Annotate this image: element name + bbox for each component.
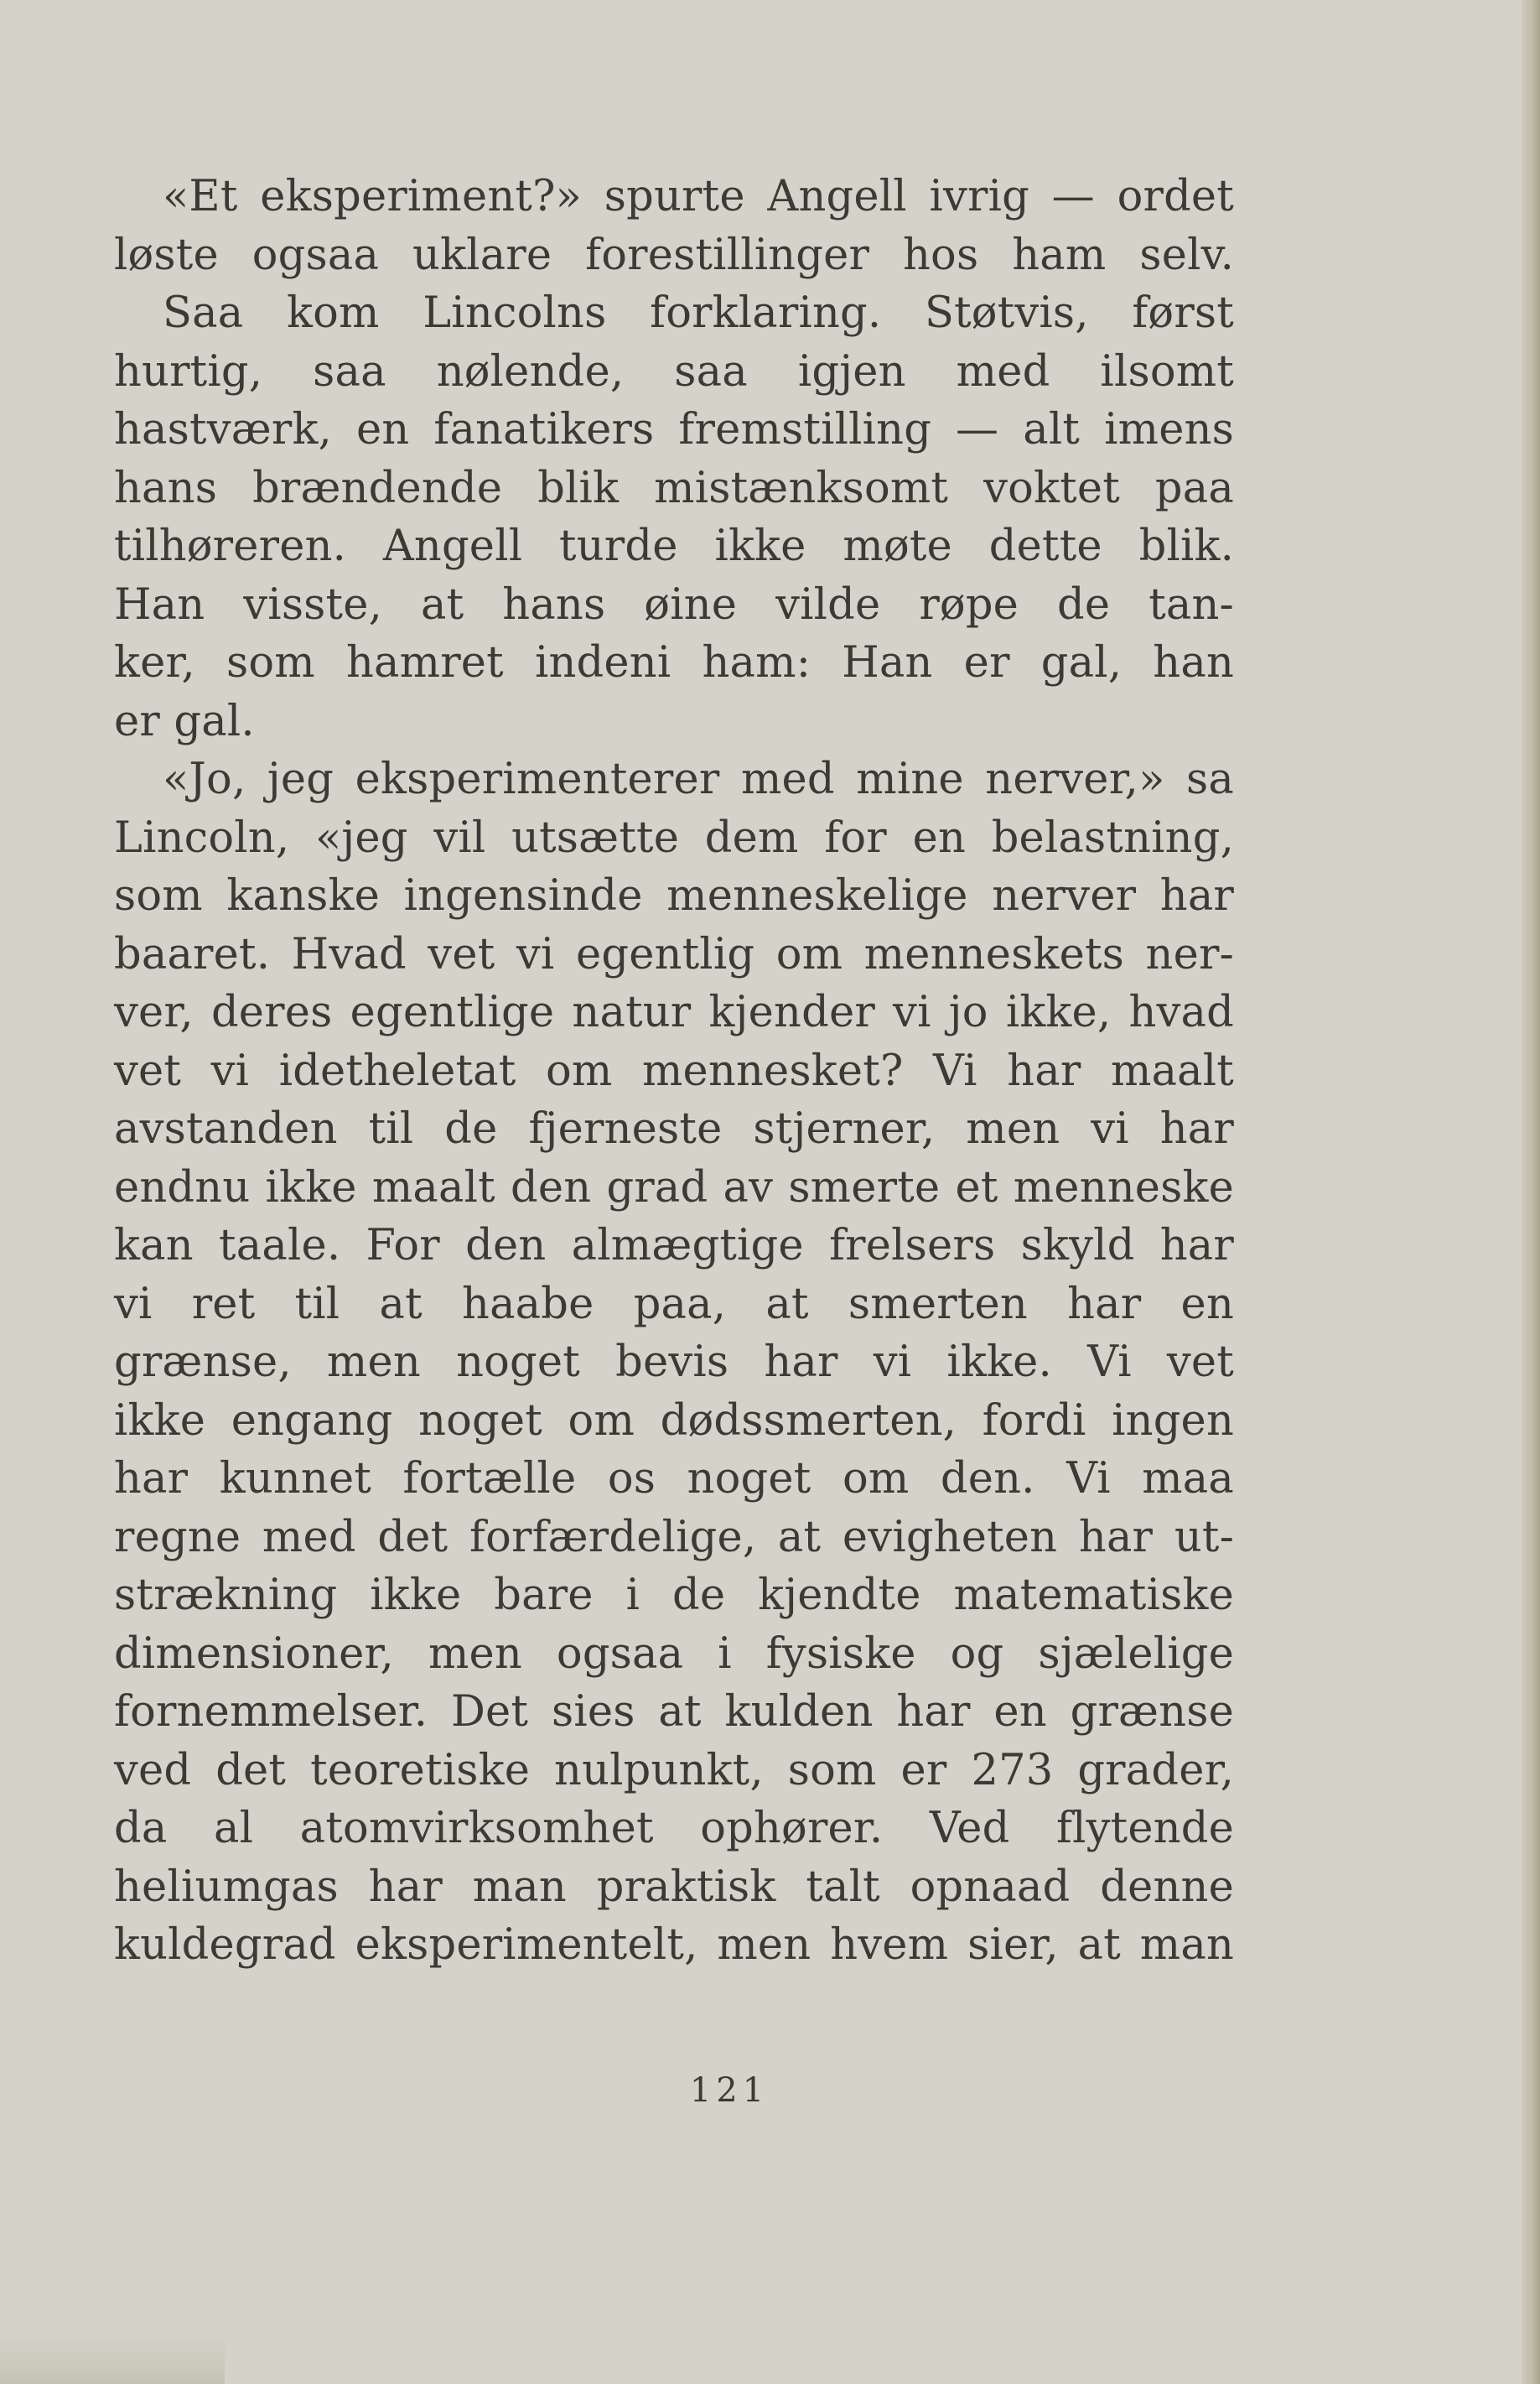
text-line: ver, deres egentlige natur kjender vi jo ikke, hvad xyxy=(114,988,1234,1037)
text-line: Lincoln, «jeg vil utsætte dem for en belastning, xyxy=(114,813,1234,863)
text-line: Saa kom Lincolns forklaring. Støtvis, først xyxy=(163,288,1234,338)
text-line: baaret. Hvad vet vi egentlig om menneskets ner- xyxy=(114,929,1234,979)
text-line: endnu ikke maalt den grad av smerte et menneske xyxy=(114,1162,1234,1213)
body-text xyxy=(114,168,1234,1975)
text-line: ved det teoretiske nulpunkt, som er 273 grader, xyxy=(114,1745,1234,1795)
text-line: løste ogsaa uklare forestillinger hos ham selv. xyxy=(114,230,1234,280)
text-line: «Et eksperiment?» spurte Angell ivrig — ordet xyxy=(163,172,1234,221)
text-line: avstanden til de fjerneste stjerner, men vi har xyxy=(114,1104,1234,1154)
text-line: har kunnet fortælle os noget om den. Vi maa xyxy=(114,1454,1234,1504)
text-line: strækning ikke bare i de kjendte matematiske xyxy=(114,1571,1234,1620)
page-gutter-edge xyxy=(1522,0,1540,2384)
page-number: 121 xyxy=(689,2071,770,2110)
text-line: kan taale. For den almægtige frelsers skyld har xyxy=(114,1221,1234,1270)
text-line: er gal. xyxy=(114,696,255,746)
text-line: grænse, men noget bevis har vi ikke. Vi vet xyxy=(114,1337,1234,1387)
text-line: ikke engang noget om dødssmerten, fordi ingen xyxy=(114,1395,1234,1446)
page-corner-shadow xyxy=(0,2334,225,2384)
text-line: fornemmelser. Det sies at kulden har en grænse xyxy=(114,1687,1234,1737)
text-line: da al atomvirksomhet ophører. Ved flytende xyxy=(114,1804,1234,1853)
text-line: vet vi idetheletat om mennesket? Vi har maalt xyxy=(114,1046,1234,1096)
text-line: regne med det forfærdelige, at evigheten har ut- xyxy=(114,1512,1234,1562)
text-line: vi ret til at haabe paa, at smerten har en xyxy=(114,1279,1234,1329)
text-line: ker, som hamret indeni ham: Han er gal, han xyxy=(114,638,1234,688)
text-line: «Jo, jeg eksperimenterer med mine nerver,» sa xyxy=(163,755,1234,804)
text-line: dimensioner, men ogsaa i fysiske og sjælelige xyxy=(114,1628,1234,1679)
text-line: hastværk, en fanatikers fremstilling — alt imens xyxy=(114,405,1234,454)
text-line: kuldegrad eksperimentelt, men hvem sier, at man xyxy=(114,1920,1234,1970)
text-line: Han visste, at hans øine vilde røpe de tan- xyxy=(114,579,1234,630)
text-line: heliumgas har man praktisk talt opnaad denne xyxy=(114,1862,1234,1912)
text-line: som kanske ingensinde menneskelige nerver har xyxy=(114,871,1234,921)
text-line: hurtig, saa nølende, saa igjen med ilsomt xyxy=(114,346,1234,397)
text-line: hans brændende blik mistænksomt voktet paa xyxy=(114,463,1234,513)
text-line: tilhøreren. Angell turde ikke møte dette blik. xyxy=(114,522,1234,571)
